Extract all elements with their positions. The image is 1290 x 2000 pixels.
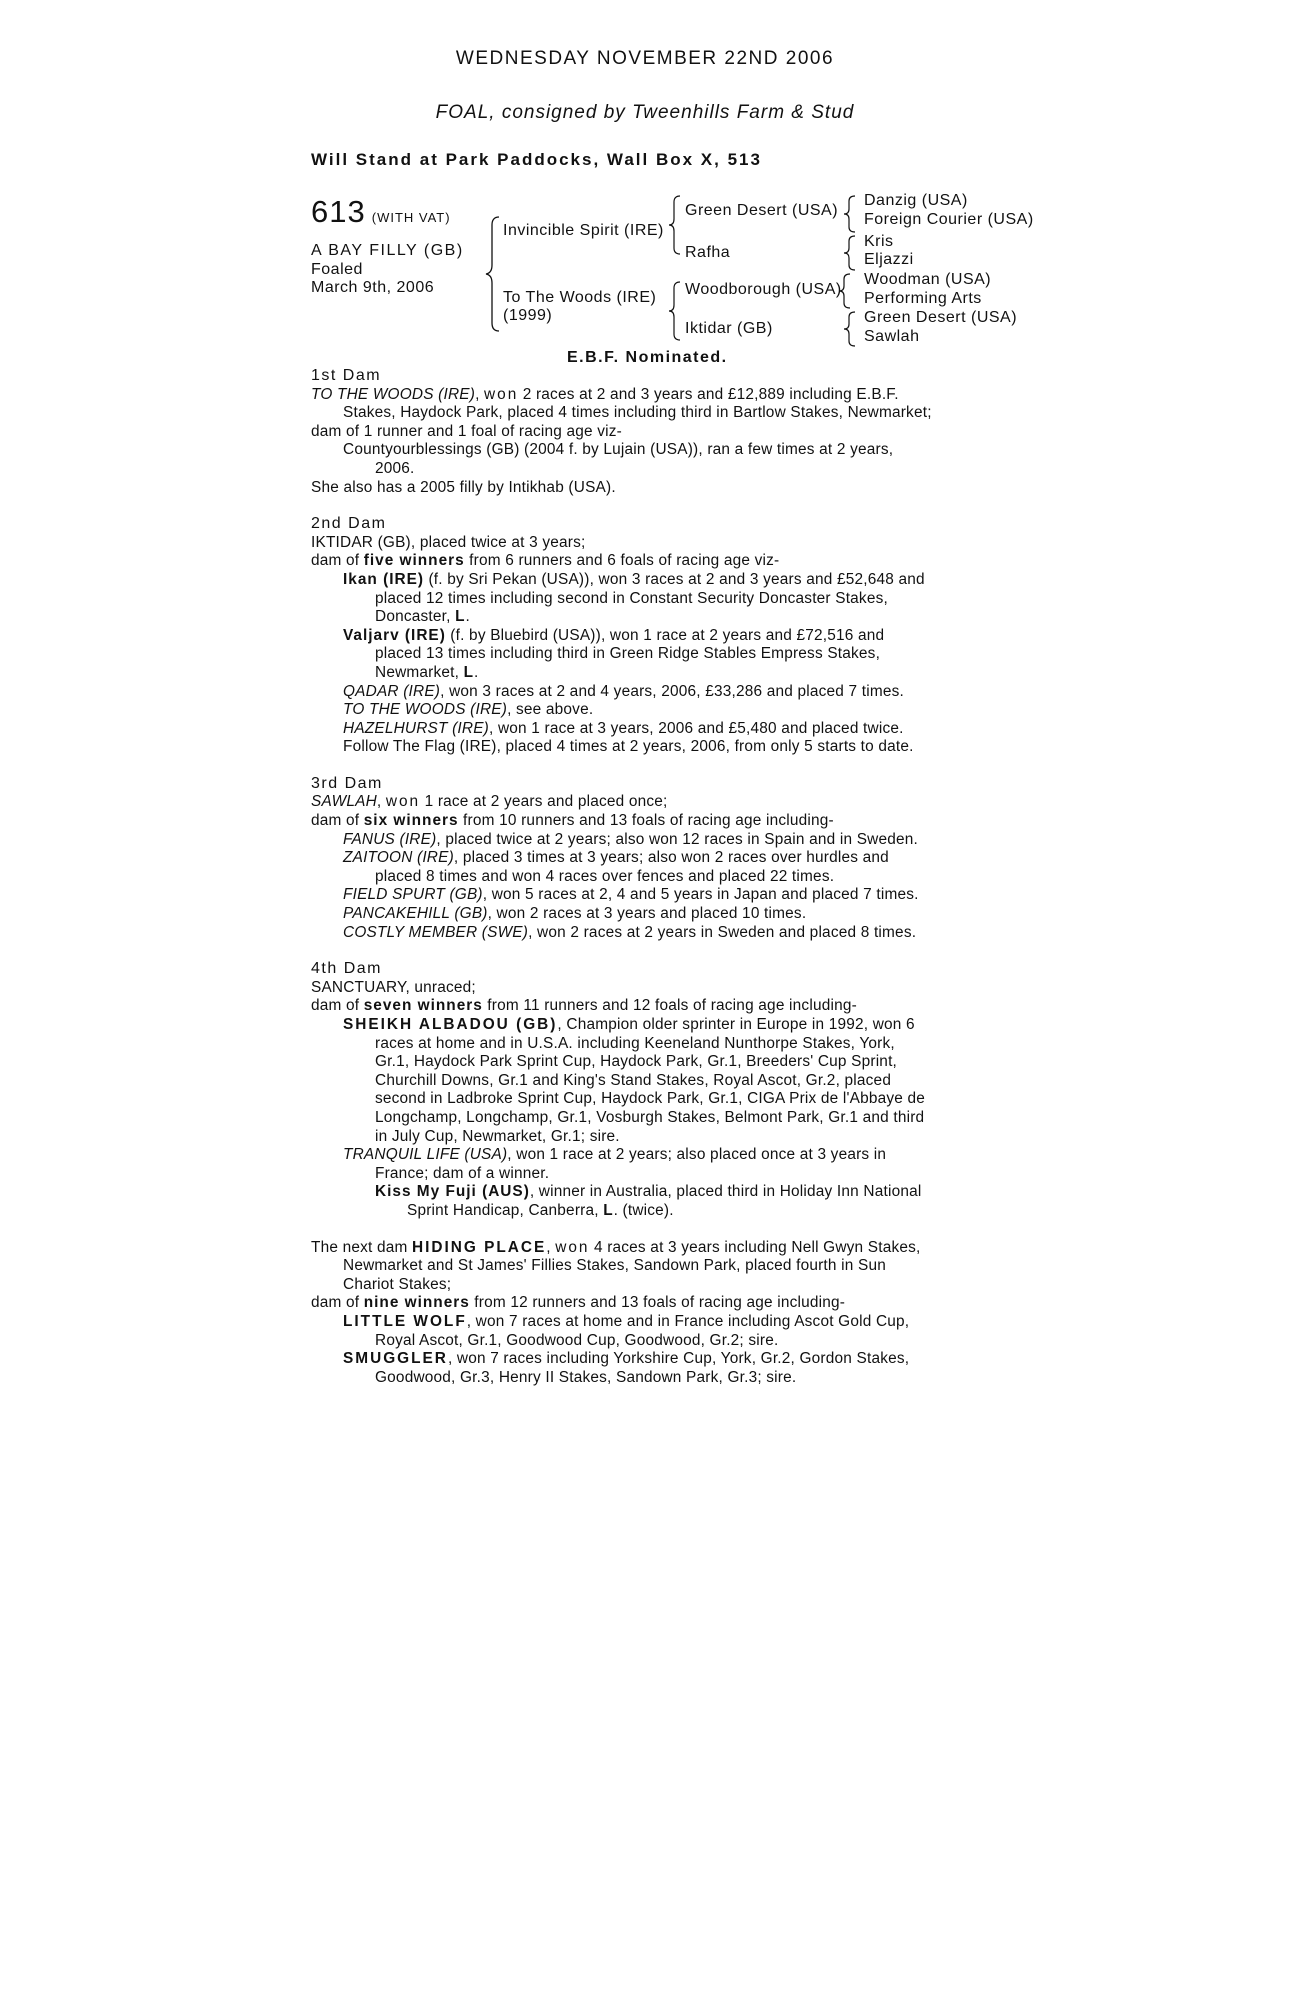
- produce-follow-the-flag: Follow The Flag (IRE), placed 4 times at 2 years, 2006, from only 5 starts to date.: [343, 738, 914, 756]
- pedigree-brace-dd: [843, 310, 857, 348]
- pedigree-brace-ss: [843, 194, 857, 234]
- pedigree-sire: Invincible Spirit (IRE): [503, 222, 664, 239]
- produce-zaitoon: ZAITOON (IRE), placed 3 times at 3 years; also won 2 races over hurdles and: [343, 849, 889, 867]
- pedigree-brace-sire: [668, 194, 682, 256]
- produce-kiss-my-fuji: Kiss My Fuji (AUS), winner in Australia, placed third in Holiday Inn National: [375, 1183, 922, 1201]
- lot-number: 613: [311, 194, 366, 229]
- pedigree-dss: Woodman (USA): [864, 271, 992, 288]
- pedigree-sdd: Eljazzi: [864, 251, 914, 268]
- fourth-dam-heading: 4th Dam: [311, 960, 382, 978]
- produce-qadar: QADAR (IRE), won 3 races at 2 and 4 years, 2006, £33,286 and placed 7 times.: [343, 682, 905, 700]
- vat-note: (WITH VAT): [371, 210, 451, 225]
- third-dam-summary: SAWLAH, won 1 race at 2 years and placed once;: [311, 793, 668, 811]
- next-dam-summary-cont: Newmarket and St James' Fillies Stakes, Sandown Park, placed fourth in Sun: [343, 1257, 886, 1275]
- produce-sheikh-albadou-cont: in July Cup, Newmarket, Gr.1; sire.: [375, 1127, 620, 1145]
- pedigree-sss: Danzig (USA): [864, 192, 968, 209]
- lot-number-block: [311, 194, 451, 230]
- produce-pancakehill: PANCAKEHILL (GB), won 2 races at 3 years and placed 10 times.: [343, 905, 807, 923]
- foaled-label: Foaled: [311, 261, 363, 278]
- next-dam-summary: The next dam HIDING PLACE, won 4 races at 3 years including Nell Gwyn Stakes,: [311, 1238, 921, 1256]
- pedigree-brace-ds: [838, 272, 852, 310]
- fourth-dam-dam-of: dam of seven winners from 11 runners and 12 foals of racing age including-: [311, 997, 857, 1015]
- produce-little-wolf-cont: Royal Ascot, Gr.1, Goodwood Cup, Goodwood, Gr.2; sire.: [375, 1331, 779, 1349]
- produce-sheikh-albadou-cont: Churchill Downs, Gr.1 and King's Stand Stakes, Royal Ascot, Gr.2, placed: [375, 1071, 892, 1089]
- catalogue-body: [311, 367, 981, 1387]
- produce-tranquil-life: TRANQUIL LIFE (USA), won 1 race at 2 years; also placed once at 3 years in: [343, 1146, 887, 1164]
- pedigree-ssd: Foreign Courier (USA): [864, 211, 1034, 228]
- produce-smuggler-cont: Goodwood, Gr.3, Henry II Stakes, Sandown Park, Gr.3; sire.: [375, 1368, 797, 1386]
- second-dam-summary: IKTIDAR (GB), placed twice at 3 years;: [311, 533, 586, 551]
- second-dam-dam-of: dam of five winners from 6 runners and 6 foals of racing age viz-: [311, 552, 780, 570]
- produce-tranquil-life-cont: France; dam of a winner.: [375, 1164, 550, 1182]
- pedigree-brace-main: [485, 215, 501, 333]
- produce-sheikh-albadou: SHEIKH ALBADOU (GB), Champion older sprinter in Europe in 1992, won 6: [343, 1016, 915, 1033]
- first-dam-summary: TO THE WOODS (IRE), won 2 races at 2 and 3 years and £12,889 including E.B.F.: [311, 385, 899, 403]
- third-dam-heading: 3rd Dam: [311, 774, 383, 792]
- produce-fanus: FANUS (IRE), placed twice at 2 years; also won 12 races in Spain and in Sweden.: [343, 830, 918, 848]
- first-dam-heading: 1st Dam: [311, 367, 382, 384]
- fourth-dam-summary: SANCTUARY, unraced;: [311, 978, 476, 996]
- pedigree-dds: Green Desert (USA): [864, 309, 1018, 326]
- sale-date: WEDNESDAY NOVEMBER 22ND 2006: [455, 48, 835, 69]
- produce-valjarv-cont2: Newmarket, L.: [375, 663, 479, 681]
- produce-ikan: Ikan (IRE) (f. by Sri Pekan (USA)), won 3 races at 2 and 3 years and £52,648 and: [343, 570, 925, 588]
- first-dam-summary-cont: Stakes, Haydock Park, placed 4 times including third in Bartlow Stakes, Newmarket;: [343, 404, 932, 422]
- pedigree-sire-dam: Rafha: [685, 244, 731, 261]
- produce-little-wolf: LITTLE WOLF, won 7 races at home and in France including Ascot Gold Cup,: [343, 1312, 910, 1330]
- pedigree-brace-sd: [843, 234, 857, 272]
- produce-valjarv: Valjarv (IRE) (f. by Bluebird (USA)), won 1 race at 2 years and £72,516 and: [343, 626, 885, 644]
- produce-kiss-my-fuji-cont: Sprint Handicap, Canberra, L. (twice).: [407, 1201, 674, 1219]
- pedigree-dsd: Performing Arts: [864, 290, 982, 307]
- pedigree-dam-year: (1999): [503, 307, 553, 324]
- third-dam-dam-of: dam of six winners from 10 runners and 13 foals of racing age including-: [311, 812, 834, 830]
- ebf-nomination: E.B.F. Nominated.: [567, 349, 728, 366]
- pedigree-dam-dam: Iktidar (GB): [685, 320, 773, 337]
- pedigree-dam-sire: Woodborough (USA): [685, 281, 842, 298]
- first-dam-dam-of: dam of 1 runner and 1 foal of racing age viz-: [311, 422, 623, 440]
- lot-description: A BAY FILLY (GB): [311, 242, 464, 259]
- produce-ikan-cont2: Doncaster, L.: [375, 608, 470, 626]
- pedigree-brace-dam: [668, 280, 682, 342]
- first-dam-also: She also has a 2005 filly by Intikhab (USA).: [311, 478, 616, 496]
- produce-ikan-cont: placed 12 times including second in Constant Security Doncaster Stakes,: [375, 589, 888, 607]
- first-dam-produce-1: Countyourblessings (GB) (2004 f. by Lujain (USA)), ran a few times at 2 years,: [343, 441, 894, 459]
- produce-to-the-woods: TO THE WOODS (IRE), see above.: [343, 701, 594, 719]
- stand-location: Will Stand at Park Paddocks, Wall Box X, 513: [311, 150, 762, 169]
- pedigree-sds: Kris: [864, 233, 894, 250]
- produce-sheikh-albadou-cont: Gr.1, Haydock Park Sprint Cup, Haydock Park, Gr.1, Breeders' Cup Sprint,: [375, 1053, 898, 1071]
- pedigree-ddd: Sawlah: [864, 328, 920, 345]
- produce-zaitoon-cont: placed 8 times and won 4 races over fences and placed 22 times.: [375, 867, 835, 885]
- produce-valjarv-cont: placed 13 times including third in Green Ridge Stables Empress Stakes,: [375, 645, 881, 663]
- produce-costly-member: COSTLY MEMBER (SWE), won 2 races at 2 years in Sweden and placed 8 times.: [343, 923, 917, 941]
- consignment-line: FOAL, consigned by Tweenhills Farm & Stud: [435, 102, 855, 123]
- produce-sheikh-albadou-cont: Longchamp, Longchamp, Gr.1, Vosburgh Stakes, Belmont Park, Gr.1 and third: [375, 1108, 925, 1126]
- first-dam-produce-1-cont: 2006.: [375, 459, 415, 477]
- produce-field-spurt: FIELD SPURT (GB), won 5 races at 2, 4 and 5 years in Japan and placed 7 times.: [343, 886, 919, 904]
- pedigree-dam: To The Woods (IRE): [503, 289, 657, 306]
- next-dam-dam-of: dam of nine winners from 12 runners and 13 foals of racing age including-: [311, 1294, 846, 1312]
- produce-sheikh-albadou-cont: second in Ladbroke Sprint Cup, Haydock Park, Gr.1, CIGA Prix de l'Abbaye de: [375, 1090, 926, 1108]
- next-dam-summary-cont: Chariot Stakes;: [343, 1275, 452, 1293]
- produce-hazelhurst: HAZELHURST (IRE), won 1 race at 3 years, 2006 and £5,480 and placed twice.: [343, 719, 904, 737]
- foaled-date: March 9th, 2006: [311, 279, 435, 296]
- produce-smuggler: SMUGGLER, won 7 races including Yorkshire Cup, York, Gr.2, Gordon Stakes,: [343, 1350, 910, 1368]
- second-dam-heading: 2nd Dam: [311, 515, 387, 533]
- pedigree-sire-sire: Green Desert (USA): [685, 202, 839, 219]
- produce-sheikh-albadou-cont: races at home and in U.S.A. including Keeneland Nunthorpe Stakes, York,: [375, 1034, 895, 1052]
